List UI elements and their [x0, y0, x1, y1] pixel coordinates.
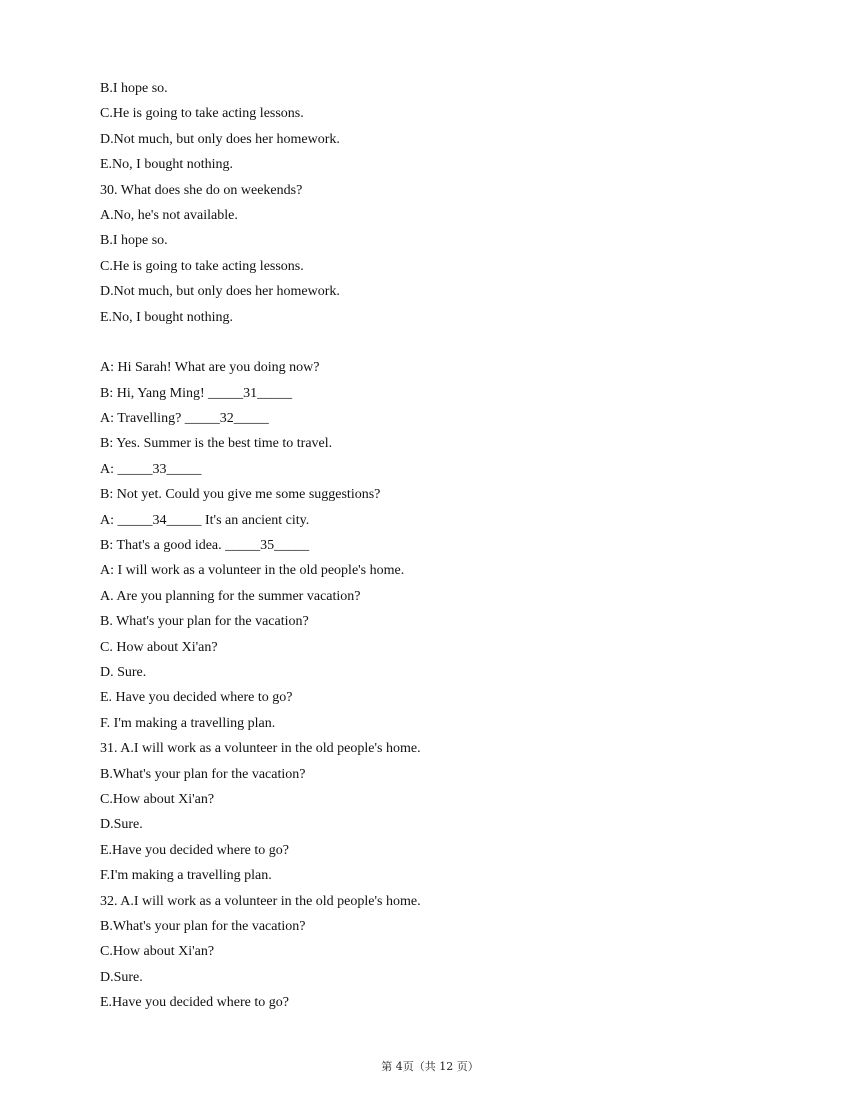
question-31-option: E.Have you decided where to go?: [100, 842, 289, 858]
text-line: A.No, he's not available.: [100, 207, 238, 223]
question-29-30-options: [100, 76, 800, 330]
dialogue-line: A: Travelling? _____32_____: [100, 411, 269, 427]
page-footer: 第 4页（共 12 页）: [381, 1060, 479, 1073]
question-31-option: B.What's your plan for the vacation?: [100, 766, 306, 782]
question-32-option: E.Have you decided where to go?: [100, 995, 289, 1011]
dialogue-line: B: Not yet. Could you give me some suggestions?: [100, 487, 381, 503]
text-line: B.I hope so.: [100, 81, 168, 96]
option-line: B. What's your plan for the vacation?: [100, 614, 309, 630]
question-32-option: D.Sure.: [100, 969, 143, 985]
page-content: [100, 76, 800, 1015]
text-line: E.No, I bought nothing.: [100, 157, 233, 173]
option-line: F. I'm making a travelling plan.: [100, 715, 276, 731]
text-line: C.He is going to take acting lessons.: [100, 106, 304, 122]
option-line: D. Sure.: [100, 664, 147, 680]
question-32-option: 32. A.I will work as a volunteer in the old people's home.: [100, 893, 421, 909]
question-30: 30. What does she do on weekends?: [100, 182, 303, 198]
question-32-option: B.What's your plan for the vacation?: [100, 918, 306, 934]
section-gap: [100, 330, 800, 355]
question-31: [100, 736, 800, 888]
text-line: C.He is going to take acting lessons.: [100, 258, 304, 274]
question-31-option: 31. A.I will work as a volunteer in the old people's home.: [100, 741, 421, 757]
text-line: D.Not much, but only does her homework.: [100, 131, 340, 147]
question-32: [100, 889, 800, 1016]
text-line: E.No, I bought nothing.: [100, 309, 233, 325]
dialogue-section: [100, 355, 800, 584]
dialogue-line: B: Hi, Yang Ming! _____31_____: [100, 385, 293, 401]
dialogue-line: A: Hi Sarah! What are you doing now?: [100, 360, 320, 376]
dialogue-line: B: Yes. Summer is the best time to travel.: [100, 436, 333, 452]
question-31-option: F.I'm making a travelling plan.: [100, 868, 272, 884]
answer-options: [100, 584, 800, 736]
question-31-option: D.Sure.: [100, 817, 143, 833]
dialogue-line: A: I will work as a volunteer in the old people's home.: [100, 563, 405, 579]
text-line: B.I hope so.: [100, 233, 168, 249]
question-31-option: C.How about Xi'an?: [100, 791, 215, 807]
dialogue-line: A: _____33_____: [100, 461, 202, 477]
dialogue-line: A: _____34_____ It's an ancient city.: [100, 512, 310, 528]
text-line: D.Not much, but only does her homework.: [100, 284, 340, 300]
option-line: C. How about Xi'an?: [100, 639, 218, 655]
option-line: E. Have you decided where to go?: [100, 690, 293, 706]
question-32-option: C.How about Xi'an?: [100, 944, 215, 960]
option-line: A. Are you planning for the summer vacation?: [100, 588, 361, 604]
dialogue-line: B: That's a good idea. _____35_____: [100, 538, 310, 554]
